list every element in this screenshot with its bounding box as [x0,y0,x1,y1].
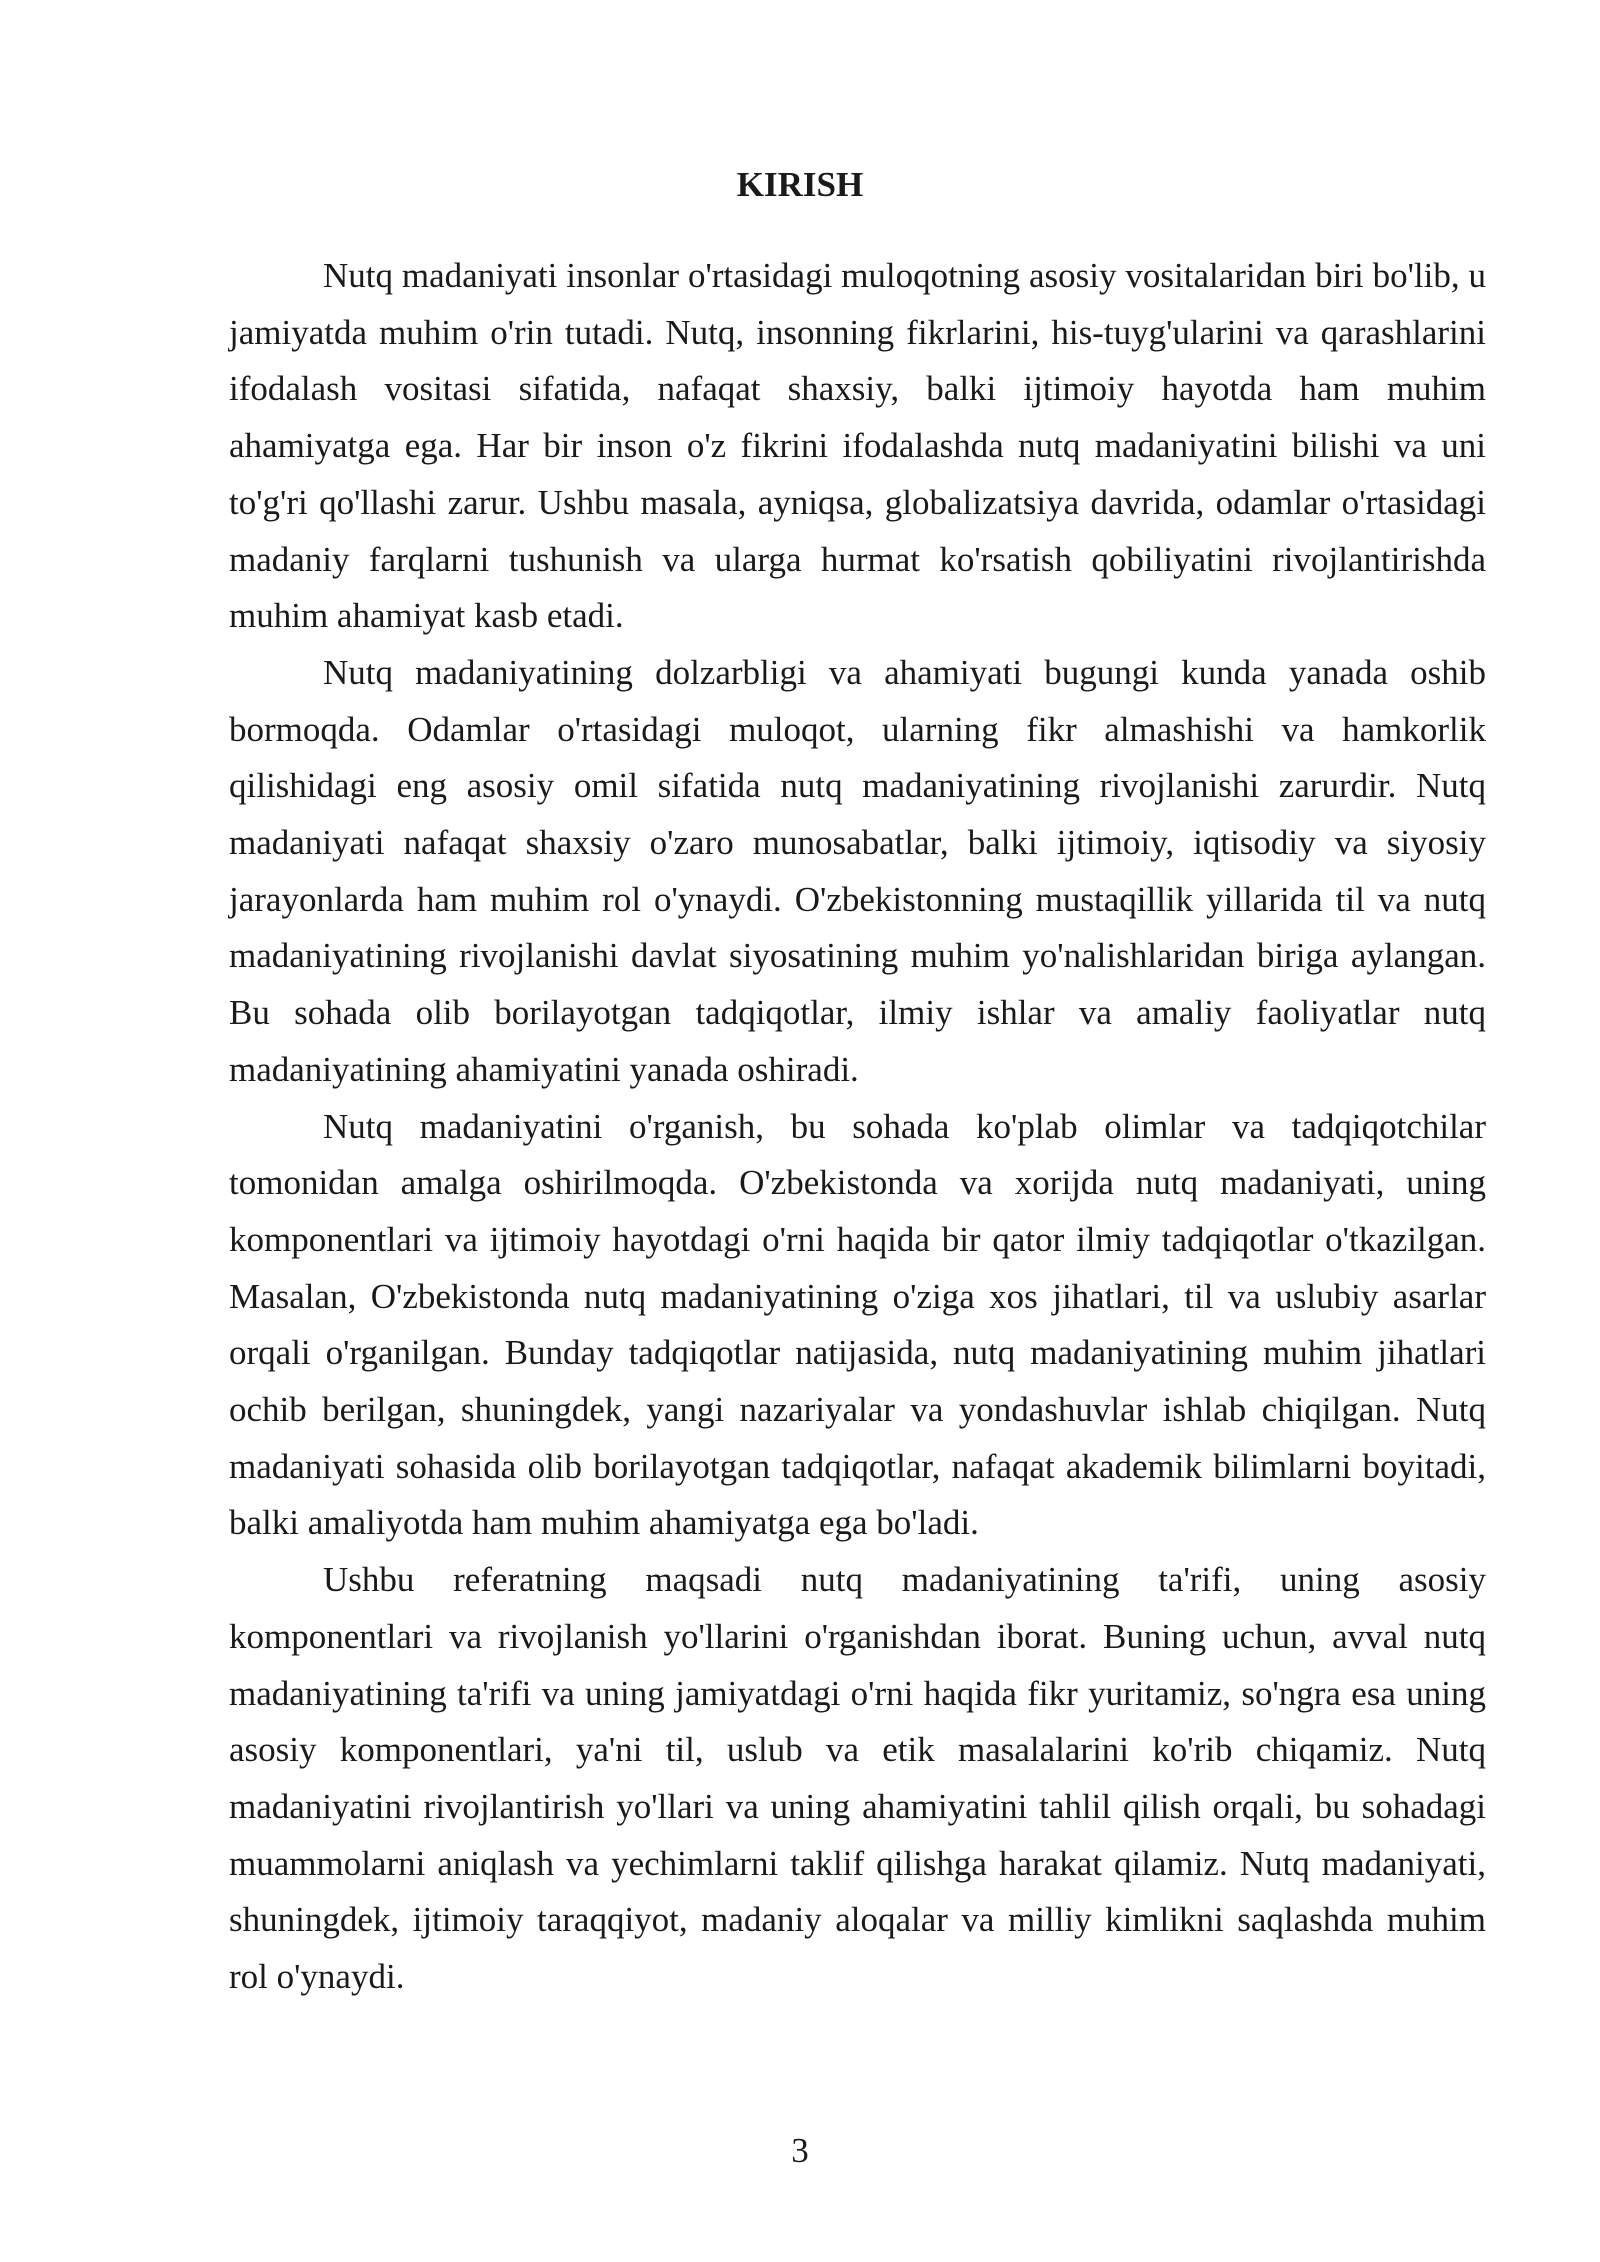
page-number: 3 [791,2131,809,2170]
section-heading: KIRISH [736,165,864,204]
paragraph-3: Nutq madaniyatini o'rganish, bu sohada ko'plab olimlar va tadqiqotchilar tomonidan amalga oshirilmoqda. O'zbekistonda va xorijda nutq madaniyati, uning komponentlari va ijtimoiy hayotdagi o'rni haqida bir qator ilmiy tadqiqotlar o'tkazilgan. Masalan, O'zbekistonda nutq madaniyatining o'ziga xos jihatlari, til va uslubiy asarlar orqali o'rganilgan. Bunday tadqiqotlar natijasida, nutq madaniyatining muhim jihatlari ochib berilgan, shuningdek, yangi nazariyalar va yondashuvlar ishlab chiqilgan. Nutq madaniyati sohasida olib borilayotgan tadqiqotlar, nafaqat akademik bilimlarni boyitadi, balki amaliyotda ham muhim ahamiyatga ega bo'ladi. [229,1106,1486,1543]
paragraph-4: Ushbu referatning maqsadi nutq madaniyatining ta'rifi, uning asosiy komponentlari va rivojlanish yo'llarini o'rganishdan iborat. Buning uchun, avval nutq madaniyatining ta'rifi va uning jamiyatdagi o'rni haqida fikr yuritamiz, so'ngra esa uning asosiy komponentlari, ya'ni til, uslub va etik masalalarini ko'rib chiqamiz. Nutq madaniyatini rivojlantirish yo'llari va uning ahamiyatini tahlil qilish orqali, bu sohadagi muammolarni aniqlash va yechimlarni taklif qilishga harakat qilamiz. Nutq madaniyati, shuningdek, ijtimoiy taraqqiyot, madaniy aloqalar va milliy kimlikni saqlashda muhim rol o'ynaydi. [229,1560,1486,1997]
body-text [229,248,1486,2006]
paragraph-1: Nutq madaniyati insonlar o'rtasidagi muloqotning asosiy vositalaridan biri bo'lib, u jamiyatda muhim o'rin tutadi. Nutq, insonning fikrlarini, his-tuyg'ularini va qarashlarini ifodalash vositasi sifatida, nafaqat shaxsiy, balki ijtimoiy hayotda ham muhim ahamiyatga ega. Har bir inson o'z fikrini ifodalashda nutq madaniyatini bilishi va uni to'g'ri qo'llashi zarur. Ushbu masala, ayniqsa, globalizatsiya davrida, odamlar o'rtasidagi madaniy farqlarni tushunish va ularga hurmat ko'rsatish qobiliyatini rivojlantirishda muhim ahamiyat kasb etadi. [229,256,1486,636]
paragraph-2: Nutq madaniyatining dolzarbligi va ahamiyati bugungi kunda yanada oshib bormoqda. Odamlar o'rtasidagi muloqot, ularning fikr almashishi va hamkorlik qilishidagi eng asosiy omil sifatida nutq madaniyatining rivojlanishi zarurdir. Nutq madaniyati nafaqat shaxsiy o'zaro munosabatlar, balki ijtimoiy, iqtisodiy va siyosiy jarayonlarda ham muhim rol o'ynaydi. O'zbekistonning mustaqillik yillarida til va nutq madaniyatining rivojlanishi davlat siyosatining muhim yo'nalishlaridan biriga aylangan. Bu sohada olib borilayotgan tadqiqotlar, ilmiy ishlar va amaliy faoliyatlar nutq madaniyatining ahamiyatini yanada oshiradi. [229,652,1486,1089]
